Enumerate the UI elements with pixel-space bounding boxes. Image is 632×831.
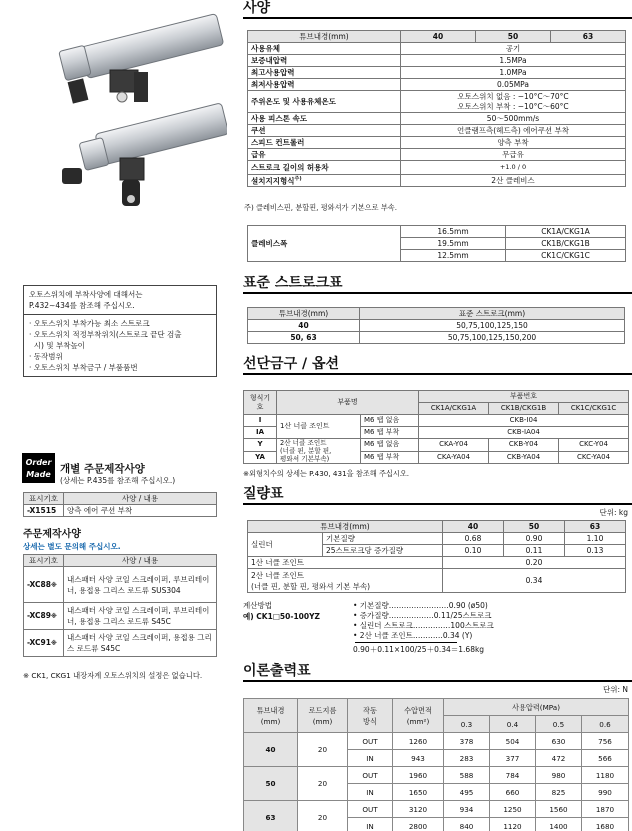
output-force: 1560 xyxy=(536,801,582,818)
output-h-rod: 로드지름 xyxy=(308,705,337,715)
options-partno: CKA-Y04 xyxy=(419,439,489,452)
output-force: 825 xyxy=(536,784,582,801)
output-force: 1680 xyxy=(582,818,629,831)
stroke-values: 50,75,100,125,150,200 xyxy=(360,332,625,344)
output-force: 990 xyxy=(582,784,629,801)
output-h-bore: 튜브내경 xyxy=(256,705,285,715)
autoswitch-list-item: 시) 및 부착높이 xyxy=(29,341,85,350)
calc-line: • 기본질량……………………0.90 (ø50) xyxy=(353,601,488,610)
spec-header-40: 40 xyxy=(401,31,476,43)
indiv-code: -X1515 xyxy=(24,505,64,517)
output-title: 이론출력표 xyxy=(243,663,632,682)
cylinder-1-image xyxy=(59,14,224,104)
stroke-header-bore: 튜브내경(mm) xyxy=(248,308,360,320)
calc-line: • 실린더 스트로크……………100스트로크 xyxy=(353,621,494,630)
output-h-pressure: 사용압력(MPa) xyxy=(444,699,629,716)
spec-label: 스피드 컨트롤러 xyxy=(248,137,401,149)
order-code: -XC89※ xyxy=(24,603,64,630)
options-sub: M6 탭 없음 xyxy=(361,439,419,452)
badge-top: Order xyxy=(25,458,52,467)
output-area: 3120 xyxy=(393,801,444,818)
options-partno: CKB-IA04 xyxy=(419,427,629,439)
weight-basic-label: 기본질량 xyxy=(323,533,443,545)
order-footnote: ※ CK1, CKG1 내장자계 오토스위치의 설정은 없습니다. xyxy=(23,671,203,680)
spec-value: +1.0 / 0 xyxy=(401,161,626,175)
calc-title: 계산방법 xyxy=(243,601,272,610)
options-model: CK1C/CKG1C xyxy=(559,403,629,415)
output-rod: 20 xyxy=(298,733,348,767)
options-sub: M6 탭 부착 xyxy=(361,451,419,464)
autoswitch-list-item: · 오토스위치 적정부착위치(스트로크 끝단 검출 xyxy=(29,330,182,339)
output-force: 588 xyxy=(444,767,490,784)
clevis-width: 16.5mm xyxy=(401,226,506,238)
spec-label: 주위온도 및 사용유체온도 xyxy=(248,91,401,113)
spec-label: 스트로크 길이의 허용차 xyxy=(248,161,401,175)
options-partno: CKB-YA04 xyxy=(489,451,559,464)
options-partno: CKA-YA04 xyxy=(419,451,489,464)
calc-line: • 증가질량………………0.11/25스트로크 xyxy=(353,611,492,620)
spec-label: 보증내압력 xyxy=(248,55,401,67)
output-dir: OUT xyxy=(348,733,393,750)
clevis-width: 19.5mm xyxy=(401,238,506,250)
clevis-model: CK1A/CKG1A xyxy=(506,226,626,238)
output-area: 943 xyxy=(393,750,444,767)
autoswitch-list-item: · 오토스위치 부착가능 최소 스트로크 xyxy=(29,319,150,328)
options-note: ※외형치수의 상세는 P.430, 431을 참조해 주십시오. xyxy=(243,469,410,478)
order-title: 주문제작사양 xyxy=(23,529,81,540)
clevis-width: 12.5mm xyxy=(401,250,506,262)
spec-label: 쿠션 xyxy=(248,125,401,137)
spec-value: 양측 부착 xyxy=(401,137,626,149)
indiv-header-symbol: 표시기호 xyxy=(24,493,64,505)
stroke-bore: 40 xyxy=(248,320,360,332)
weight-table xyxy=(247,520,626,593)
output-pressure: 0.3 xyxy=(444,716,490,733)
options-part-name-2: (너클 핀, 분할 핀, xyxy=(280,447,332,455)
output-force: 472 xyxy=(536,750,582,767)
indiv-spec: 양측 에어 쿠션 부착 xyxy=(64,505,217,517)
calc-underline xyxy=(355,642,457,643)
output-dir: OUT xyxy=(348,801,393,818)
indiv-header-spec: 사양 / 내용 xyxy=(64,493,217,505)
options-sub: M6 탭 부착 xyxy=(361,427,419,439)
stroke-values: 50,75,100,125,150 xyxy=(360,320,625,332)
options-table xyxy=(243,390,629,464)
weight-knuckle1-label: 1산 너클 조인트 xyxy=(248,557,443,569)
spec-value: 언클램프측(헤드측) 에어쿠션 부착 xyxy=(401,125,626,137)
spec-note: 주) 클레비스핀, 분할핀, 평와셔가 기본으로 부속. xyxy=(244,203,398,212)
output-h-rod-unit: (mm) xyxy=(312,716,333,726)
output-pressure: 0.5 xyxy=(536,716,582,733)
spec-value-2: 오토스위치 부착 : −10°C～60°C xyxy=(457,101,569,111)
spec-label: 사용유체 xyxy=(248,43,401,55)
order-spec: 내스패터 사양 코일 스크레이퍼, 용접용 그리스 로드류 S45C xyxy=(64,630,217,657)
output-pressure: 0.6 xyxy=(582,716,629,733)
output-dir: IN xyxy=(348,818,393,831)
output-force: 504 xyxy=(490,733,536,750)
options-symbol: Y xyxy=(244,439,277,452)
output-force: 378 xyxy=(444,733,490,750)
weight-knuckle2-sub: (너클 핀, 분할 핀, 평와셔 기본 부속) xyxy=(251,581,371,591)
options-partno: CKB-I04 xyxy=(419,415,629,427)
order-header-symbol: 표시기호 xyxy=(24,555,64,567)
output-pressure: 0.4 xyxy=(490,716,536,733)
autoswitch-box-line1: 오토스위치에 부착사양에 대해서는 xyxy=(29,290,143,299)
weight-header-50: 50 xyxy=(504,521,565,533)
weight-cylinder: 실린더 xyxy=(248,533,323,557)
order-header-spec: 사양 / 내용 xyxy=(64,555,217,567)
options-part-name-3: 평와셔 기본부속) xyxy=(280,455,330,463)
indiv-order-title: 개별 주문제작사양 xyxy=(60,463,145,475)
options-symbol: YA xyxy=(244,451,277,464)
output-force: 1180 xyxy=(582,767,629,784)
spec-value: 무급유 xyxy=(401,149,626,161)
stroke-bore: 50, 63 xyxy=(248,332,360,344)
output-force: 630 xyxy=(536,733,582,750)
stroke-title: 표준 스트로크표 xyxy=(243,275,632,294)
spec-header-50: 50 xyxy=(476,31,551,43)
options-model: CK1B/CKG1B xyxy=(489,403,559,415)
spec-header-63: 63 xyxy=(551,31,626,43)
calc-result: 0.90＋0.11×100/25＋0.34＝1.68kg xyxy=(353,645,485,654)
output-force: 1250 xyxy=(490,801,536,818)
clevis-table xyxy=(247,225,626,262)
weight-basic: 0.90 xyxy=(504,533,565,545)
options-partno: CKB-Y04 xyxy=(489,439,559,452)
output-force: 980 xyxy=(536,767,582,784)
clevis-model: CK1B/CKG1B xyxy=(506,238,626,250)
output-area: 1650 xyxy=(393,784,444,801)
spec-label: 급유 xyxy=(248,149,401,161)
spec-value: 1.0MPa xyxy=(401,67,626,79)
options-partno: CKC-YA04 xyxy=(559,451,629,464)
weight-add: 0.11 xyxy=(504,545,565,557)
badge-bottom: Made xyxy=(26,470,51,479)
weight-knuckle2: 0.34 xyxy=(443,569,626,593)
clevis-label: 클레비스폭 xyxy=(248,226,401,262)
output-rod: 20 xyxy=(298,767,348,801)
weight-header-40: 40 xyxy=(443,521,504,533)
output-area: 2800 xyxy=(393,818,444,831)
spec-header-bore: 튜브내경(mm) xyxy=(248,31,401,43)
options-model: CK1A/CKG1A xyxy=(419,403,489,415)
weight-header-63: 63 xyxy=(565,521,626,533)
spec-value: 1.5MPa xyxy=(401,55,626,67)
cylinder-2-image xyxy=(62,103,227,206)
calc-example: 예) CK1□50-100YZ xyxy=(243,612,320,621)
output-force: 1870 xyxy=(582,801,629,818)
options-header-symbol: 형식기호 xyxy=(244,391,277,415)
product-image-cylinders xyxy=(22,0,227,215)
output-rod: 20 xyxy=(298,801,348,831)
options-title: 선단금구 / 옵션 xyxy=(243,356,632,375)
autoswitch-list-item: · 오토스위치 부착금구 / 부품품번 xyxy=(29,363,138,372)
output-area: 1960 xyxy=(393,767,444,784)
output-unit: 단위: N xyxy=(602,685,628,694)
options-sub: M6 탭 없음 xyxy=(361,415,419,427)
output-dir: IN xyxy=(348,750,393,767)
order-spec: 내스패터 사양 코일 스크레이퍼, 루브리테이너, 용접용 그리스 로드류 S45C xyxy=(64,603,217,630)
output-force: 377 xyxy=(490,750,536,767)
weight-header-bore: 튜브내경(mm) xyxy=(248,521,443,533)
options-part-name: 1산 너클 조인트 xyxy=(277,415,361,439)
output-force: 566 xyxy=(582,750,629,767)
order-made-badge xyxy=(22,453,55,483)
options-header-partno: 부품번호 xyxy=(419,391,629,403)
spec-title: 사양 xyxy=(243,0,632,19)
stroke-table xyxy=(247,307,625,344)
options-symbol: I xyxy=(244,415,277,427)
options-header-part: 부품명 xyxy=(277,391,419,415)
spec-label: 최고사용압력 xyxy=(248,67,401,79)
spec-label: 최저사용압력 xyxy=(248,79,401,91)
spec-value: 공기 xyxy=(401,43,626,55)
spec-value: 2산 클레비스 xyxy=(401,175,626,187)
output-bore: 40 xyxy=(244,733,298,767)
output-force: 660 xyxy=(490,784,536,801)
spec-table xyxy=(247,30,626,187)
output-table xyxy=(243,698,629,831)
order-table xyxy=(23,554,217,657)
weight-basic: 1.10 xyxy=(565,533,626,545)
output-force: 1400 xyxy=(536,818,582,831)
order-code: -XC88※ xyxy=(24,567,64,603)
options-symbol: IA xyxy=(244,427,277,439)
spec-label: 사용 피스톤 속도 xyxy=(248,113,401,125)
output-h-area-unit: (mm²) xyxy=(406,716,430,726)
output-h-area: 수압면적 xyxy=(404,705,432,715)
output-bore: 63 xyxy=(244,801,298,831)
autoswitch-box-line2: P.432∼434를 참조해 주십시오. xyxy=(29,301,135,310)
order-code: -XC91※ xyxy=(24,630,64,657)
weight-unit: 단위: kg xyxy=(599,508,628,517)
weight-basic: 0.68 xyxy=(443,533,504,545)
autoswitch-list-item: · 동작범위 xyxy=(29,352,63,361)
weight-title: 질량표 xyxy=(243,486,632,505)
weight-add: 0.10 xyxy=(443,545,504,557)
output-bore: 50 xyxy=(244,767,298,801)
output-h-bore-unit: (mm) xyxy=(260,716,281,726)
autoswitch-info xyxy=(23,285,217,377)
output-h-mode-2: 방식 xyxy=(363,716,377,726)
output-force: 495 xyxy=(444,784,490,801)
stroke-header-stroke: 표준 스트로크(mm) xyxy=(360,308,625,320)
spec-label: 설치지지형식$^{주)}$ xyxy=(248,175,401,187)
output-force: 1120 xyxy=(490,818,536,831)
spec-value: 오토스위치 없음 : −10°C～70°C xyxy=(457,91,569,101)
spec-value: 0.05MPa xyxy=(401,79,626,91)
output-area: 1260 xyxy=(393,733,444,750)
clevis-model: CK1C/CKG1C xyxy=(506,250,626,262)
output-dir: IN xyxy=(348,784,393,801)
spec-value: 50～500mm/s xyxy=(401,113,626,125)
order-subtitle: 상세는 별도 문의해 주십시오. xyxy=(23,542,121,551)
output-h-mode: 작동 xyxy=(363,705,377,715)
order-spec: 내스패터 사양 코일 스크레이퍼, 루브리테이너, 용접용 그리스 로드류 SUS304 xyxy=(64,567,217,603)
output-force: 756 xyxy=(582,733,629,750)
options-part-name: 2산 너클 조인트 xyxy=(280,439,327,447)
indiv-order-subtitle: (상세는 P.435를 참조해 주십시오.) xyxy=(60,476,176,485)
options-partno: CKC-Y04 xyxy=(559,439,629,452)
indiv-order-table xyxy=(23,492,217,517)
output-dir: OUT xyxy=(348,767,393,784)
weight-add: 0.13 xyxy=(565,545,626,557)
output-force: 934 xyxy=(444,801,490,818)
output-force: 840 xyxy=(444,818,490,831)
weight-knuckle2-label: 2산 너클 조인트 xyxy=(251,570,305,580)
weight-knuckle1: 0.20 xyxy=(443,557,626,569)
weight-add-label: 25스트로크당 증가질량 xyxy=(323,545,443,557)
output-force: 784 xyxy=(490,767,536,784)
calc-line: • 2산 너클 조인트…………0.34 (Y) xyxy=(353,631,473,640)
output-force: 283 xyxy=(444,750,490,767)
